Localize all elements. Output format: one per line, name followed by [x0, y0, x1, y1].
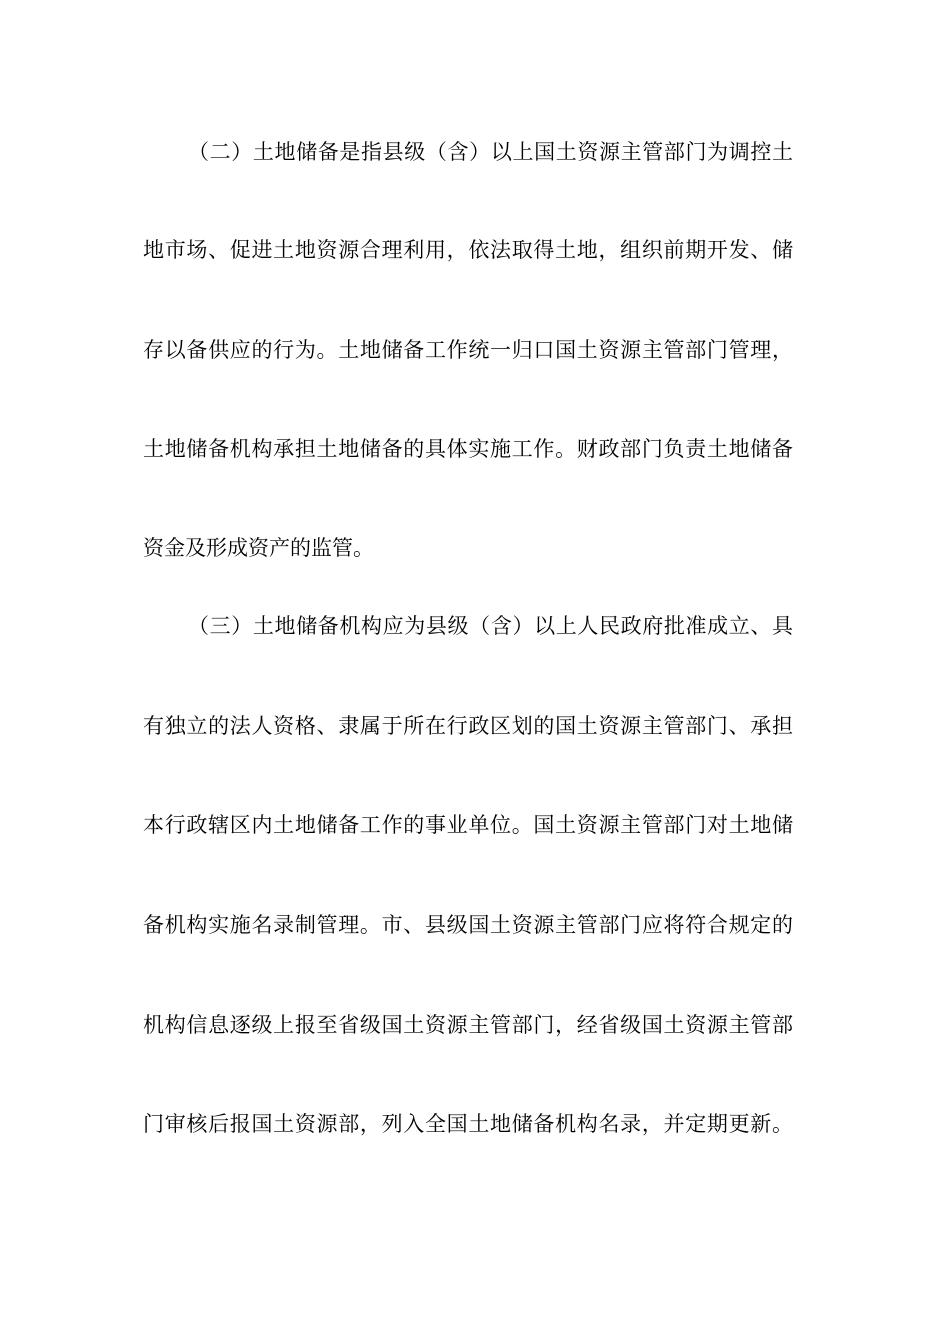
paragraph-line: 土地储备机构承担土地储备的具体实施工作。财政部门负责土地储备: [143, 437, 793, 461]
paragraph-line: （三）土地储备机构应为县级（含）以上人民政府批准成立、具: [188, 614, 793, 638]
paragraph-line: 机构信息逐级上报至省级国土资源主管部门，经省级国土资源主管部: [143, 1013, 793, 1037]
paragraph-line: 备机构实施名录制管理。市、县级国土资源主管部门应将符合规定的: [143, 913, 793, 937]
paragraph-line: （二）土地储备是指县级（含）以上国土资源主管部门为调控土: [188, 140, 793, 164]
paragraph-line: 地市场、促进土地资源合理利用，依法取得土地，组织前期开发、储: [143, 238, 793, 262]
paragraph-line: 有独立的法人资格、隶属于所在行政区划的国土资源主管部门、承担: [143, 714, 793, 738]
paragraph-line: 门审核后报国土资源部，列入全国土地储备机构名录，并定期更新。: [143, 1112, 793, 1136]
paragraph-line: 资金及形成资产的监管。: [143, 536, 374, 560]
paragraph-line: 本行政辖区内土地储备工作的事业单位。国土资源主管部门对土地储: [143, 813, 793, 837]
paragraph-line: 存以备供应的行为。土地储备工作统一归口国土资源主管部门管理，: [143, 338, 793, 362]
